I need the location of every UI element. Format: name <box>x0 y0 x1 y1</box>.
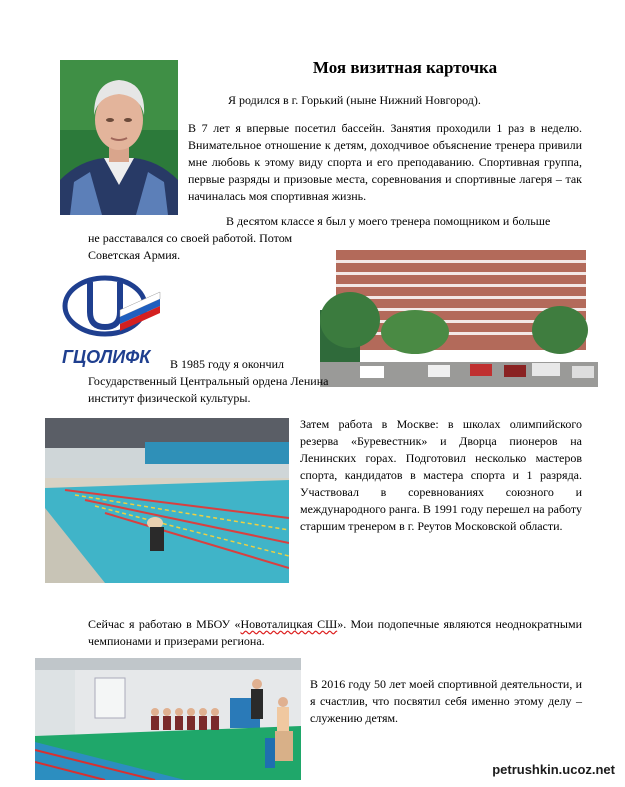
institute-building-photo <box>320 250 598 387</box>
childhood-paragraph: В 7 лет я впервые посетил бассейн. Занятия проходили 1 раз в неделю. Внимательное отношение к детям, доходчивое объяснение тренера привили мне любовь к этому виду спорта и его преподаванию. Спортивная группа, первые разряды и призовые места, соревнования и спортивные лагеря – так начиналась моя спортивная жизнь. <box>188 121 582 203</box>
current-job-suffix: ». Мои подопечные являются неоднократными чемпионами и призерами региона. <box>88 617 582 648</box>
moscow-work-paragraph: Затем работа в Москве: в школах олимпийского резерва «Буревестник» и Дворца пионеров на Ленинских горах. Подготовил несколько мастеров спорта, кандидатов в мастера спорта и 1 разряда. Участвовал в соревнованиях союзного и международного ранга. В 1991 году перешел на работу старшим тренером в г. Реутов Московской области. <box>300 417 582 533</box>
school-paragraph-rest: не расставался со своей работой. Потом Советская Армия. <box>88 231 293 262</box>
site-watermark: petrushkin.ucoz.net <box>492 762 615 777</box>
anniversary-paragraph: В 2016 году 50 лет моей спортивной деятельности, и я счастлив, что посвятил себя именно этому делу – служению детям. <box>310 677 582 725</box>
school-name: Новоталицкая СШ <box>240 617 338 631</box>
training-hall-photo <box>35 658 301 780</box>
school-paragraph-line1: В десятом классе я был у моего тренера помощником и больше <box>226 214 551 228</box>
portrait-photo <box>60 60 178 215</box>
swimming-pool-photo <box>45 418 289 583</box>
institute-logo <box>60 272 165 367</box>
graduation-paragraph-rest: Государственный Центральный ордена Ленина институт физической культуры. <box>88 374 329 405</box>
current-job-paragraph <box>88 616 582 650</box>
current-job-prefix: Сейчас я работаю в МБОУ « <box>88 617 241 631</box>
logo-text: ГЦОЛИФК <box>62 347 151 367</box>
graduation-paragraph-line1: В 1985 году я окончил <box>170 357 284 371</box>
birth-paragraph: Я родился в г. Горький (ныне Нижний Новгород). <box>228 93 481 107</box>
page-title: Моя визитная карточка <box>312 58 498 77</box>
